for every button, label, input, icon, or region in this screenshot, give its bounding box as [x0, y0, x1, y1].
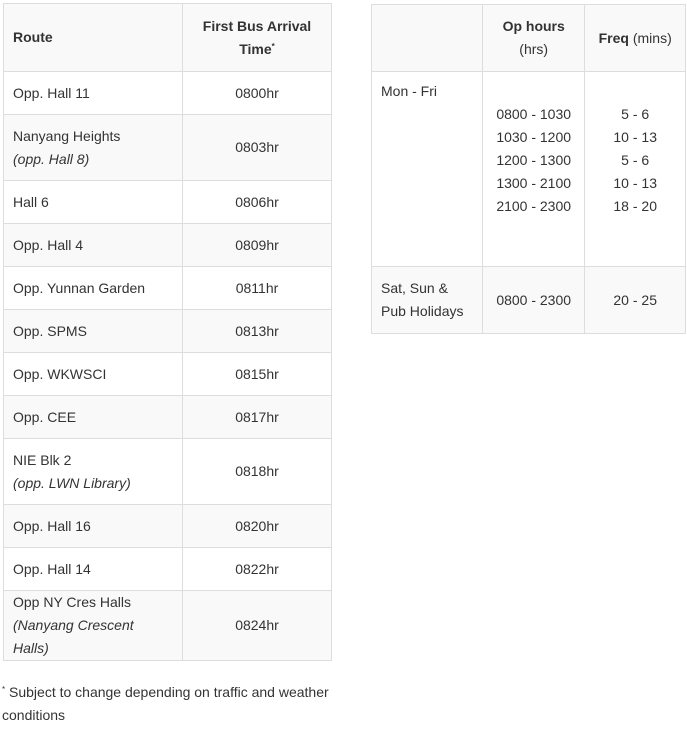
route-row	[4, 548, 332, 591]
route-cell	[4, 267, 183, 310]
weekday-freq-slot: 10 - 13	[613, 175, 657, 191]
footnote-marker: *	[271, 41, 275, 51]
route-subtitle: (opp. LWN Library)	[13, 474, 131, 491]
route-cell	[4, 548, 183, 591]
arrival-time-cell: 0824hr	[183, 591, 332, 661]
route-subtitle: (opp. Hall 8)	[13, 150, 90, 167]
weekend-label-cell	[372, 267, 483, 334]
weekday-hours-cell	[483, 72, 585, 267]
arrival-time-cell: 0822hr	[183, 548, 332, 591]
arrival-time-cell: 0806hr	[183, 181, 332, 224]
weekday-hours-slot: 0800 - 1030	[496, 106, 572, 122]
weekday-hours-slot: 1030 - 1200	[496, 129, 572, 145]
route-name: Opp. Hall 16	[13, 517, 91, 534]
weekday-freq-slot: 5 - 6	[621, 106, 650, 122]
route-row	[4, 439, 332, 505]
weekend-freq: 20 - 25	[613, 291, 657, 308]
route-name: Opp. SPMS	[13, 322, 87, 339]
op-hours-column-header	[483, 5, 585, 72]
route-subtitle: (Nanyang Crescent Halls)	[13, 617, 134, 656]
route-name: Opp. Yunnan Garden	[13, 279, 146, 296]
route-name: NIE Blk 2	[13, 451, 72, 468]
arrival-time-cell: 0811hr	[183, 267, 332, 310]
route-name: Opp. CEE	[13, 408, 77, 425]
weekday-hours-slot: 1200 - 1300	[496, 152, 572, 168]
arrival-time-cell: 0817hr	[183, 396, 332, 439]
weekend-label: Sat, Sun & Pub Holidays	[381, 280, 464, 319]
freq-column-header	[585, 5, 686, 72]
route-column-header	[4, 4, 183, 72]
route-row	[4, 505, 332, 548]
route-row	[4, 224, 332, 267]
weekday-hours-slot: 2100 - 2300	[496, 198, 572, 214]
arrival-time-cell: 0809hr	[183, 224, 332, 267]
arrival-time-cell: 0800hr	[183, 72, 332, 115]
weekend-hours: 0800 - 2300	[496, 291, 572, 308]
route-name: Hall 6	[13, 193, 49, 210]
route-cell	[4, 72, 183, 115]
weekend-freq-cell	[585, 267, 686, 334]
freq-unit-label: (mins)	[632, 29, 672, 46]
weekend-hours-cell	[483, 267, 585, 334]
route-cell	[4, 310, 183, 353]
weekday-label-cell	[372, 72, 483, 267]
route-name: Nanyang Heights	[13, 127, 121, 144]
route-row	[4, 72, 332, 115]
weekday-freq-cell	[585, 72, 686, 267]
arrival-time-cell: 0820hr	[183, 505, 332, 548]
route-cell	[4, 224, 183, 267]
route-name: Opp. WKWSCI	[13, 365, 107, 382]
weekday-hours-slot: 1300 - 2100	[496, 175, 572, 191]
weekend-row	[372, 267, 686, 334]
route-row	[4, 267, 332, 310]
route-cell	[4, 396, 183, 439]
op-hours-header-label: Op hours	[502, 18, 565, 34]
arrival-time-cell: 0818hr	[183, 439, 332, 505]
route-cell	[4, 439, 183, 505]
route-name: Opp. Hall 14	[13, 560, 91, 577]
weekday-label: Mon - Fri	[381, 83, 437, 99]
route-table-header-row	[4, 4, 332, 72]
arrival-time-cell: 0803hr	[183, 115, 332, 181]
operating-hours-table	[371, 4, 686, 334]
footnote-mark: *	[2, 685, 6, 694]
route-row	[4, 310, 332, 353]
arrival-time-header-label: First Bus Arrival Time	[202, 17, 312, 57]
route-cell	[4, 115, 183, 181]
first-bus-arrival-table	[3, 3, 332, 661]
weekday-freq-slot: 10 - 13	[613, 129, 657, 145]
route-name: Opp NY Cres Halls	[13, 594, 132, 610]
op-hours-unit-label: (hrs)	[519, 41, 549, 57]
route-cell	[4, 505, 183, 548]
arrival-time-cell: 0813hr	[183, 310, 332, 353]
weekday-row	[372, 72, 686, 267]
freq-header-label: Freq	[598, 29, 629, 46]
footnote-text: Subject to change depending on traffic and weather conditions	[2, 684, 329, 723]
route-row	[4, 181, 332, 224]
route-cell	[4, 591, 183, 661]
day-column-header	[372, 5, 483, 72]
route-row	[4, 115, 332, 181]
route-cell	[4, 181, 183, 224]
footnote	[2, 681, 362, 727]
weekday-freq-slot: 18 - 20	[613, 198, 657, 214]
route-name: Opp. Hall 11	[13, 84, 90, 101]
hours-table-header-row	[372, 5, 686, 72]
route-row	[4, 591, 332, 661]
route-cell	[4, 353, 183, 396]
route-header-label: Route	[13, 29, 53, 45]
route-row	[4, 353, 332, 396]
arrival-time-cell: 0815hr	[183, 353, 332, 396]
route-name: Opp. Hall 4	[13, 236, 84, 253]
route-row	[4, 396, 332, 439]
arrival-time-column-header	[183, 4, 332, 72]
weekday-freq-slot: 5 - 6	[621, 152, 650, 168]
